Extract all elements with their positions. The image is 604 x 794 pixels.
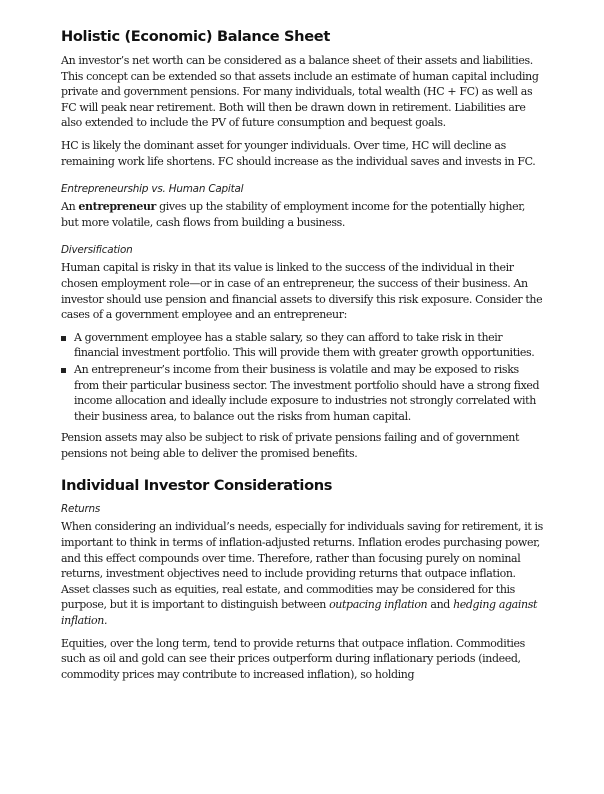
list-item: [61, 330, 543, 361]
list-item: [61, 362, 543, 424]
italic-term-outpacing-inflation: outpacing inflation: [329, 598, 428, 612]
text-fragment: When considering an individual’s needs, especially for individuals saving for retirement, it is important to think in terms of inflation-adjusted returns. Inflation erodes purchasing power, and this effect compounds over time. Therefore, rather than focusing purely on nominal returns, investment objectives need to include providing returns that outpace inflation. Asset classes such as equities, real estate, and commodities may be considered for this purpose, but it is important to distinguish between: [61, 520, 543, 612]
subheading-entrepreneurship: Entrepreneurship vs. Human Capital: [61, 183, 244, 196]
italic-term-hedging-inflation: hedging against inflation.: [61, 598, 538, 628]
paragraph-entrepreneur: [61, 199, 543, 230]
square-bullet-icon: [61, 368, 66, 373]
paragraph-human-capital-risk: Human capital is risky in that its value is linked to the success of the individual in their chosen employment role—or in case of an entrepreneur, the success of their business. An investor should use pension and financial assets to diversify this risk exposure. Consider the cases of a government employee and an entrepreneur:: [61, 261, 543, 322]
paragraph-net-worth: An investor’s net worth can be considered as a balance sheet of their assets and liabilities. This concept can be extended so that assets include an estimate of human capital including private and government pensions. For many individuals, total wealth (HC + FC) as well as FC will peak near retirement. Both will then be drawn down in retirement. Liabilities are also extended to include the PV of future consumption and bequest goals.: [61, 54, 539, 130]
paragraph-equities-commodities: Equities, over the long term, tend to provide returns that outpace inflation. Commodities such as oil and gold can see their prices outperform during inflationary periods (indeed, commodity prices may contribute to increased inflation), so holding: [61, 636, 525, 681]
subheading-returns: Returns: [61, 503, 101, 516]
square-bullet-icon: [61, 336, 66, 341]
list-item-text: A government employee has a stable salary, so they can afford to take risk in their financial investment portfolio. This will provide them with greater growth opportunities.: [74, 330, 535, 360]
text-fragment: gives up the stability of employment income for the potentially higher, but more volatile, cash flows from building a business.: [61, 200, 525, 229]
paragraph-pension-risk: Pension assets may also be subject to risk of private pensions failing and of government pensions not being able to deliver the promised benefits.: [61, 431, 520, 460]
text-fragment: and: [427, 598, 454, 612]
section-title-balance-sheet: Holistic (Economic) Balance Sheet: [61, 28, 330, 45]
document-page: [61, 28, 543, 689]
paragraph-hc-dominant: HC is likely the dominant asset for younger individuals. Over time, HC will decline as remaining work life shortens. FC should increase as the individual saves and invests in FC.: [61, 138, 536, 168]
bold-term-entrepreneur: entrepreneur: [78, 200, 156, 214]
bullet-list: [61, 330, 543, 425]
section-title-investor-considerations: Individual Investor Considerations: [61, 477, 333, 495]
text-fragment: An: [61, 200, 79, 214]
subheading-diversification: Diversification: [61, 244, 133, 257]
list-item-text: An entrepreneur’s income from their business is volatile and may be exposed to risks from their particular business sector. The investment portfolio should have a strong fixed income allocation and ideally include exposure to industries not strongly correlated with their business area, to balance out the risks from human capital.: [74, 362, 540, 423]
paragraph-inflation-returns: [61, 519, 543, 628]
